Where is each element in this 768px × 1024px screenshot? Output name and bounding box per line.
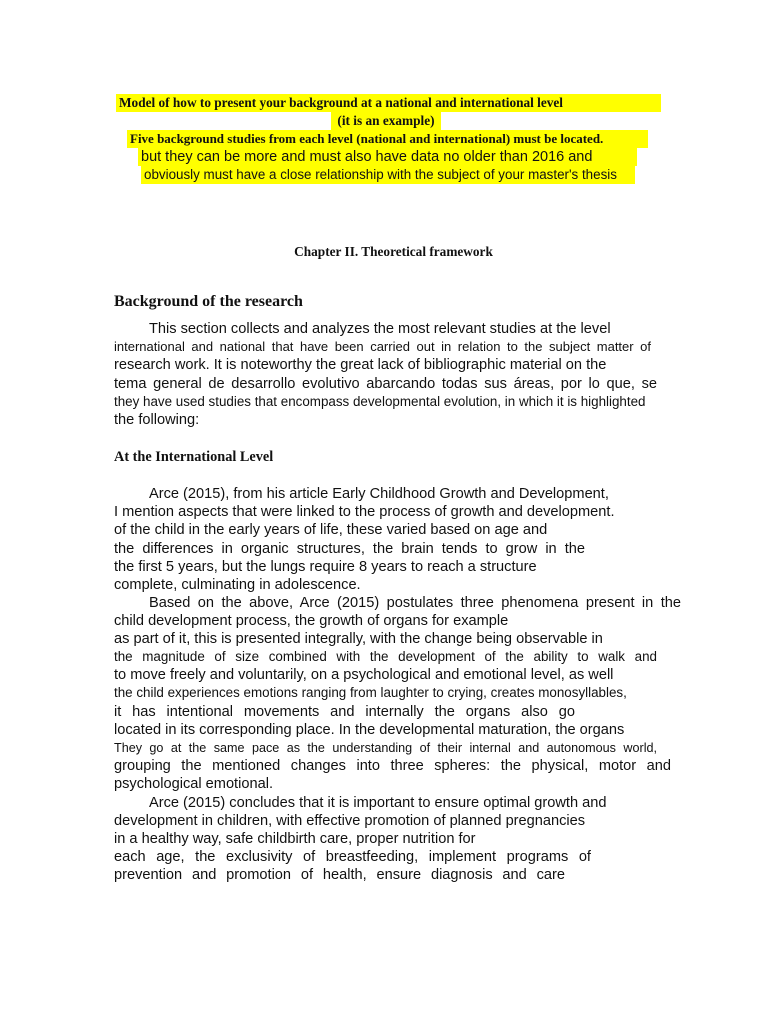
body-line-5: the first 5 years, but the lungs require 8 years to reach a structure [114, 559, 537, 575]
body-line-14: located in its corresponding place. In the developmental maturation, the organs [114, 722, 625, 738]
intro-line-2: international and national that have been carried out in relation to the subject matter of [114, 339, 651, 354]
subheading-international-level: At the International Level [114, 449, 274, 465]
body-line-4: the differences in organic structures, the brain tends to grow in the [114, 541, 585, 557]
intro-line-6: the following: [114, 412, 200, 428]
section-heading: Background of the research [114, 293, 303, 310]
body-line-6: complete, culminating in adolescence. [114, 577, 361, 593]
body-line-22: prevention and promotion of health, ensure diagnosis and care [114, 867, 565, 883]
notice-line-3: Five background studies from each level (national and international) must be located. [127, 130, 648, 148]
body-line-13: it has intentional movements and internally the organs also go [114, 704, 575, 720]
notice-line-4: but they can be more and must also have data no older than 2016 and [138, 148, 637, 166]
body-line-8: child development process, the growth of organs for example [114, 613, 509, 629]
body-line-19: development in children, with effective promotion of planned pregnancies [114, 813, 586, 829]
body-line-10: the magnitude of size combined with the development of the ability to walk and [114, 649, 657, 664]
body-line-21: each age, the exclusivity of breastfeeding, implement programs of [114, 849, 591, 865]
body-line-12: the child experiences emotions ranging from laughter to crying, creates monosyllables, [114, 685, 627, 700]
body-line-18: Arce (2015) concludes that it is important to ensure optimal growth and [149, 795, 607, 811]
intro-line-5: they have used studies that encompass developmental evolution, in which it is highlighted [114, 394, 646, 409]
body-line-15: They go at the same pace as the understanding of their internal and autonomous world, [114, 741, 657, 755]
body-line-7: Based on the above, Arce (2015) postulates three phenomena present in the [149, 595, 681, 611]
notice-line-2: (it is an example) [331, 112, 441, 130]
body-line-16: grouping the mentioned changes into three spheres: the physical, motor and [114, 758, 671, 774]
intro-line-1: This section collects and analyzes the most relevant studies at the level [149, 321, 611, 337]
chapter-title: Chapter II. Theoretical framework [294, 244, 493, 259]
body-line-11: to move freely and voluntarily, on a psychological and emotional level, as well [114, 667, 614, 683]
notice-line-5: obviously must have a close relationship with the subject of your master's thesis [141, 166, 635, 184]
body-line-20: in a healthy way, safe childbirth care, proper nutrition for [114, 831, 476, 847]
body-line-9: as part of it, this is presented integrally, with the change being observable in [114, 631, 603, 647]
intro-line-3: research work. It is noteworthy the great lack of bibliographic material on the [114, 357, 607, 373]
body-line-3: of the child in the early years of life, these varied based on age and [114, 522, 548, 538]
notice-line-1: Model of how to present your background at a national and international level [116, 94, 661, 112]
body-line-1: Arce (2015), from his article Early Childhood Growth and Development, [149, 486, 609, 502]
body-line-17: psychological emotional. [114, 776, 273, 792]
body-line-2: I mention aspects that were linked to the process of growth and development. [114, 504, 615, 520]
intro-line-4: tema general de desarrollo evolutivo abarcando todas sus áreas, por lo que, se [114, 376, 657, 392]
